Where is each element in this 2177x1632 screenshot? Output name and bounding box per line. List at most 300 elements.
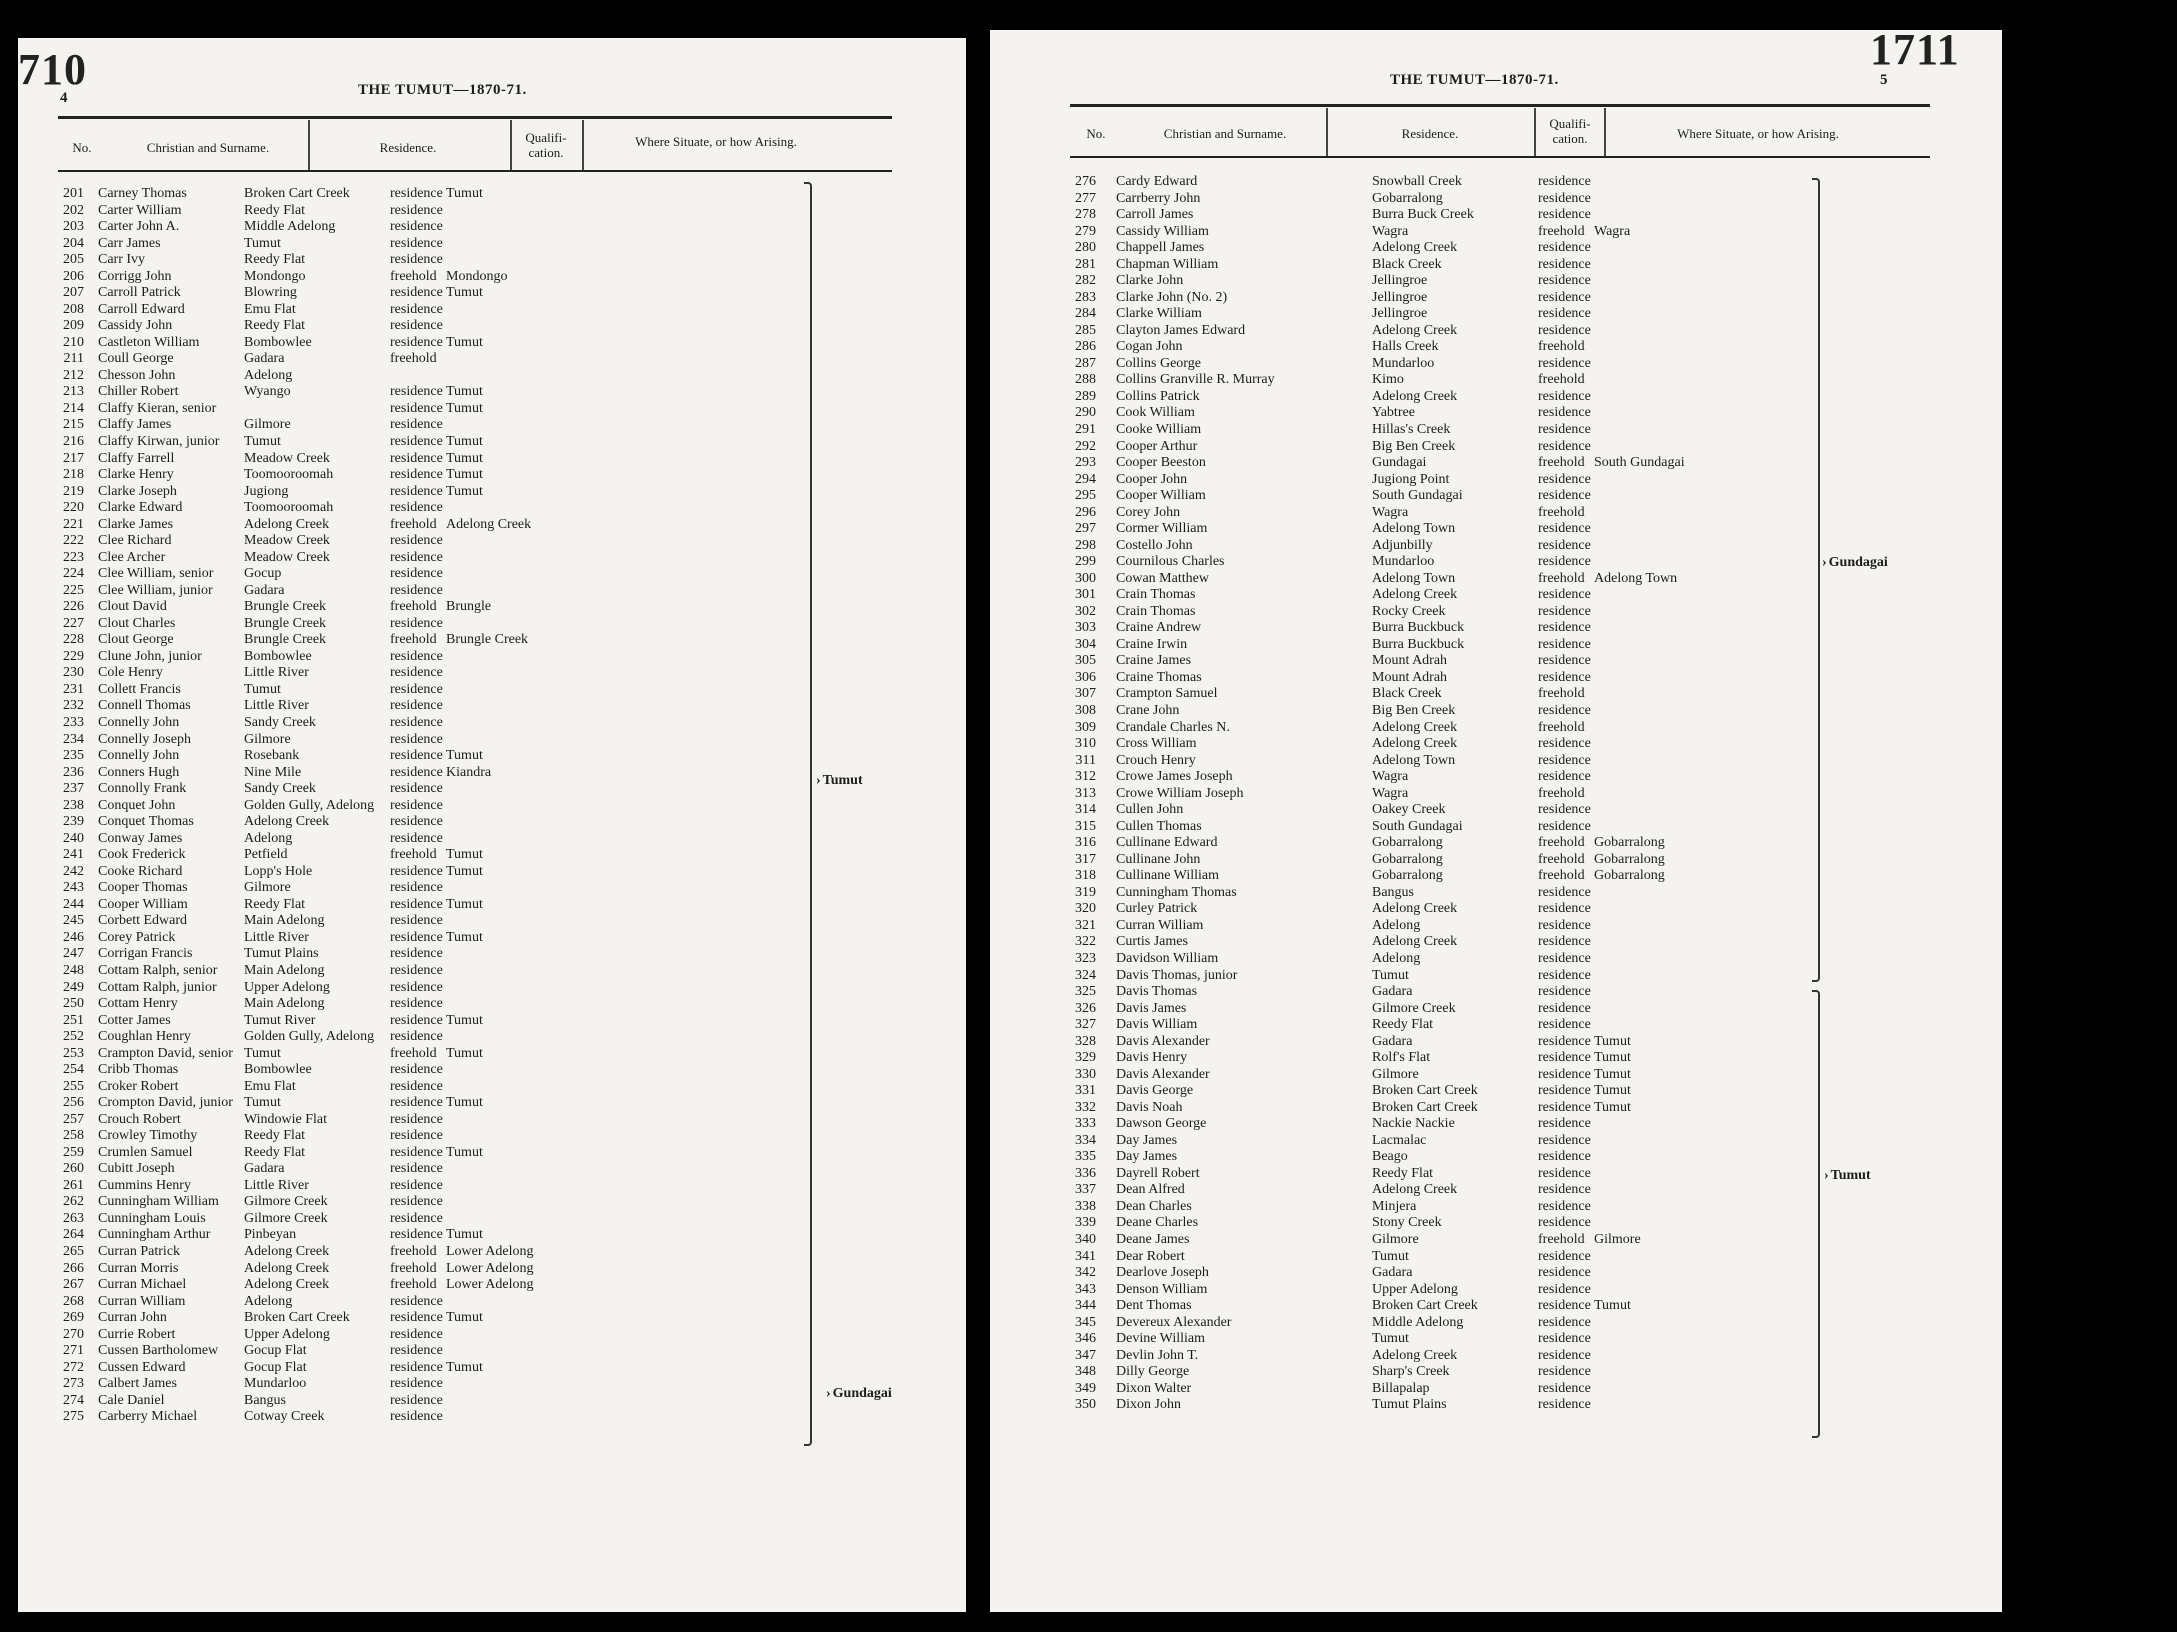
entry-residence: Jellingroe (1372, 289, 1428, 305)
table-row (1060, 951, 1960, 968)
table-row (48, 880, 928, 897)
entry-name: Davis James (1116, 1000, 1187, 1016)
entry-name: Cassidy William (1116, 223, 1209, 239)
entry-number: 226 (63, 599, 84, 615)
table-row (48, 732, 928, 749)
entry-number: 201 (63, 186, 84, 201)
entry-number: 337 (1075, 1182, 1096, 1198)
table-row (48, 401, 928, 418)
entry-name: Cale Daniel (98, 1392, 165, 1408)
entry-number: 214 (63, 400, 84, 416)
entry-name: Currie Robert (98, 1326, 176, 1342)
bracket (804, 182, 812, 1446)
table-row (1060, 1315, 1960, 1332)
table-row (48, 368, 928, 385)
entry-residence: Tumut (244, 1045, 281, 1061)
table-row (1060, 1331, 1960, 1348)
entry-qualification: freehold (390, 1277, 437, 1293)
entry-where: Tumut (446, 433, 483, 449)
table-row (1060, 372, 1960, 389)
table-row (48, 335, 928, 352)
entry-name: Cook William (1116, 405, 1195, 421)
table-row (1060, 1364, 1960, 1381)
table-row (1060, 1232, 1960, 1249)
table-row (48, 533, 928, 550)
entry-residence: Bombowlee (244, 1062, 312, 1078)
table-row (48, 203, 928, 220)
entry-name: Davis William (1116, 1017, 1198, 1033)
table-row (1060, 868, 1960, 885)
entry-qualification: residence (390, 1310, 443, 1326)
entry-qualification: residence (390, 334, 443, 350)
entry-qualification: residence (1538, 703, 1591, 718)
entry-residence: Wagra (1372, 223, 1409, 239)
table-row (1060, 389, 1960, 406)
entry-where: Tumut (446, 748, 483, 764)
entry-number: 265 (63, 1244, 84, 1259)
table-row (1060, 753, 1960, 770)
entry-name: Craine Andrew (1116, 620, 1202, 636)
entry-name: Cullen John (1116, 802, 1184, 818)
entry-number: 245 (63, 913, 84, 929)
entry-number: 301 (1075, 587, 1096, 603)
entry-qualification: residence (1538, 554, 1591, 570)
left-page (18, 38, 966, 1612)
entry-number: 235 (63, 748, 84, 764)
entry-name: Cormer William (1116, 521, 1208, 537)
entry-number: 299 (1075, 554, 1096, 570)
entry-number: 270 (63, 1326, 84, 1342)
table-row (1060, 455, 1960, 472)
entry-number: 288 (1075, 372, 1096, 388)
table-row (1060, 703, 1960, 720)
entry-residence: Main Adelong (244, 996, 325, 1012)
table-row (48, 781, 928, 798)
entry-name: Crandale Charles N. (1116, 719, 1230, 735)
entry-name: Clout David (98, 599, 167, 615)
entry-number: 249 (63, 979, 84, 995)
table-row (48, 748, 928, 765)
entry-qualification: residence (390, 698, 443, 714)
entry-name: Crowe William Joseph (1116, 785, 1244, 801)
entry-qualification: freehold (1538, 686, 1585, 702)
entry-number: 267 (63, 1277, 84, 1293)
table-row (48, 897, 928, 914)
entry-number: 212 (63, 367, 84, 383)
entry-qualification: freehold (390, 847, 437, 863)
table-row (48, 269, 928, 286)
entry-residence: Meadow Creek (244, 549, 330, 565)
entry-residence: Reedy Flat (244, 318, 306, 334)
table-row (48, 963, 928, 980)
entry-residence: Tumut (1372, 1248, 1409, 1264)
entry-qualification: residence (1538, 1132, 1591, 1148)
entry-residence: Mundarloo (244, 1376, 307, 1392)
table-row (1060, 257, 1960, 274)
entry-where: Lower Adelong (446, 1260, 534, 1276)
entry-number: 287 (1075, 355, 1096, 371)
entry-qualification: freehold (390, 268, 437, 284)
entry-number: 303 (1075, 620, 1096, 636)
entry-residence: Hillas's Creek (1372, 421, 1451, 437)
entry-number: 254 (63, 1062, 84, 1078)
entry-where: Tumut (446, 450, 483, 466)
entry-qualification: residence (390, 731, 443, 747)
entry-qualification: residence (1538, 1083, 1591, 1099)
page-title: THE TUMUT—1870-71. (358, 82, 527, 98)
entry-where: Tumut (446, 1095, 483, 1111)
entry-qualification: residence (1538, 1298, 1591, 1314)
entry-qualification: residence (1538, 818, 1591, 834)
entry-qualification: residence (1538, 306, 1591, 322)
table-row (1060, 306, 1960, 323)
entry-qualification: residence (1538, 587, 1591, 603)
entry-name: Cullen Thomas (1116, 818, 1202, 834)
entry-qualification: residence (1538, 355, 1591, 371)
table-row (48, 1310, 928, 1327)
entry-qualification: residence (390, 384, 443, 400)
entry-name: Clout Charles (98, 615, 176, 631)
entry-qualification: residence (390, 219, 443, 235)
entry-qualification: freehold (1538, 835, 1585, 851)
entry-qualification: residence (390, 665, 443, 681)
entry-qualification: residence (1538, 1248, 1591, 1264)
entry-where: Tumut (1594, 1033, 1631, 1049)
entry-residence: Emu Flat (244, 1078, 296, 1094)
entry-number: 216 (63, 433, 84, 449)
table-row (1060, 273, 1960, 290)
entry-qualification: residence (390, 400, 443, 416)
entry-number: 311 (1075, 752, 1096, 768)
entry-number: 332 (1075, 1099, 1096, 1115)
column-divider (1604, 108, 1606, 156)
entry-residence: Tumut Plains (1372, 1397, 1447, 1413)
table-row (48, 632, 928, 649)
entry-number: 248 (63, 962, 84, 978)
entry-name: Cogan John (1116, 339, 1183, 355)
entry-residence: Adelong Creek (1372, 901, 1458, 917)
entry-number: 334 (1075, 1132, 1096, 1148)
table-row (1060, 769, 1960, 786)
entry-name: Chapman William (1116, 256, 1219, 272)
entry-name: Crumlen Samuel (98, 1144, 193, 1160)
entry-residence: Main Adelong (244, 962, 325, 978)
entry-where: Gilmore (1594, 1232, 1641, 1247)
entry-number: 279 (1075, 223, 1096, 239)
entry-number: 250 (63, 996, 84, 1012)
entry-qualification: freehold (1538, 504, 1585, 520)
entry-name: Cooper Beeston (1116, 455, 1206, 471)
entry-number: 336 (1075, 1165, 1096, 1181)
entry-qualification: residence (390, 764, 443, 780)
entry-residence: Broken Cart Creek (244, 186, 350, 201)
entry-qualification: residence (1538, 1331, 1591, 1347)
entry-where: Tumut (446, 1310, 483, 1326)
table-row (1060, 1381, 1960, 1398)
entry-name: Clee Richard (98, 533, 172, 549)
entry-residence: Windowie Flat (244, 1111, 328, 1127)
entry-residence: Tumut (244, 433, 281, 449)
entry-residence: Jugiong Point (1372, 471, 1450, 487)
table-row (1060, 1133, 1960, 1150)
entry-where: Tumut (446, 896, 483, 912)
entry-number: 298 (1075, 537, 1096, 553)
entry-number: 325 (1075, 984, 1096, 1000)
entry-qualification: freehold (390, 599, 437, 615)
page-number: 4 (60, 90, 68, 106)
entry-name: Claffy Kirwan, junior (98, 433, 220, 449)
entry-qualification: residence (1538, 950, 1591, 966)
table-row (48, 384, 928, 401)
entry-qualification: residence (390, 830, 443, 846)
entry-number: 333 (1075, 1116, 1096, 1132)
entry-residence: Adelong Creek (244, 1244, 330, 1259)
table-row (1060, 786, 1960, 803)
entry-number: 255 (63, 1078, 84, 1094)
table-row (48, 566, 928, 583)
entry-name: Curran Morris (98, 1260, 179, 1276)
entry-number: 242 (63, 863, 84, 879)
entry-name: Cullinane Edward (1116, 835, 1218, 851)
entry-name: Crampton Samuel (1116, 686, 1218, 702)
entry-residence: Reedy Flat (1372, 1017, 1434, 1033)
entry-name: Deane James (1116, 1232, 1190, 1247)
entry-number: 274 (63, 1392, 84, 1408)
entry-name: Carr Ivy (98, 252, 146, 268)
table-row (1060, 1083, 1960, 1100)
entry-residence: Toomooroomah (244, 500, 334, 516)
entry-number: 238 (63, 797, 84, 813)
entry-residence: South Gundagai (1372, 818, 1463, 834)
table-row (48, 616, 928, 633)
table-row (1060, 736, 1960, 753)
table-row (1060, 720, 1960, 737)
right-page (990, 30, 2002, 1612)
entry-name: Calbert James (98, 1376, 177, 1392)
entry-residence: Gadara (244, 1161, 285, 1177)
entry-residence: Gilmore (244, 417, 291, 433)
entry-number: 326 (1075, 1000, 1096, 1016)
table-row (1060, 604, 1960, 621)
entry-residence: Gilmore (1372, 1066, 1419, 1082)
entry-qualification: residence (390, 946, 443, 962)
entry-name: Curley Patrick (1116, 901, 1198, 917)
entry-where: Mondongo (446, 268, 508, 284)
entry-name: Curran William (1116, 917, 1204, 933)
entry-qualification: residence (1538, 1017, 1591, 1033)
entry-residence: Beago (1372, 1149, 1408, 1165)
entry-residence: Adjunbilly (1372, 537, 1433, 553)
entry-number: 324 (1075, 967, 1096, 983)
entry-number: 258 (63, 1128, 84, 1144)
table-row (48, 798, 928, 815)
entry-name: Davis Alexander (1116, 1066, 1210, 1082)
table-row (48, 434, 928, 451)
entry-number: 247 (63, 946, 84, 962)
entry-number: 349 (1075, 1380, 1096, 1396)
entry-name: Cooper Thomas (98, 880, 188, 896)
entry-qualification: residence (1538, 1380, 1591, 1396)
entry-qualification: residence (1538, 1099, 1591, 1115)
entry-number: 228 (63, 632, 84, 648)
entry-residence: Broken Cart Creek (244, 1310, 350, 1326)
table-row (1060, 207, 1960, 224)
entry-name: Cotter James (98, 1012, 171, 1028)
entry-qualification: residence (390, 814, 443, 830)
entry-residence: Gadara (1372, 984, 1413, 1000)
entry-residence: Gilmore (244, 880, 291, 896)
entry-number: 285 (1075, 322, 1096, 338)
entry-residence: Tumut (244, 235, 281, 251)
entry-qualification: freehold (390, 351, 437, 367)
entry-qualification: freehold (1538, 1232, 1585, 1247)
entry-qualification: freehold (390, 1260, 437, 1276)
entry-number: 344 (1075, 1298, 1096, 1314)
table-row (1060, 224, 1960, 241)
table-row (48, 1112, 928, 1129)
entry-number: 340 (1075, 1232, 1096, 1247)
header-qualification: Qualifi-cation. (525, 130, 567, 160)
entry-residence: Adelong Creek (1372, 322, 1458, 338)
entry-name: Clarke William (1116, 306, 1202, 322)
entry-number: 222 (63, 533, 84, 549)
table-row (1060, 323, 1960, 340)
entry-qualification: residence (1538, 488, 1591, 504)
entry-where: Tumut (446, 863, 483, 879)
entry-where: Tumut (446, 483, 483, 499)
entry-name: Davis Alexander (1116, 1033, 1210, 1049)
table-row (48, 698, 928, 715)
entry-residence: Tumut (244, 681, 281, 697)
entry-number: 310 (1075, 736, 1096, 752)
entry-number: 307 (1075, 686, 1096, 702)
table-row (48, 583, 928, 600)
entry-name: Deane Charles (1116, 1215, 1199, 1231)
entry-qualification: residence (1538, 736, 1591, 752)
entry-residence: Middle Adelong (244, 219, 336, 235)
entry-number: 273 (63, 1376, 84, 1392)
entry-name: Crowley Timothy (98, 1128, 198, 1144)
entry-name: Day James (1116, 1132, 1178, 1148)
entry-residence: Minjera (1372, 1198, 1417, 1214)
entry-name: Cooper John (1116, 471, 1188, 487)
entry-number: 329 (1075, 1050, 1096, 1066)
entry-residence: Wagra (1372, 504, 1409, 520)
entry-where: Tumut (446, 847, 483, 863)
entry-number: 312 (1075, 769, 1096, 785)
entry-where: Tumut (1594, 1066, 1631, 1082)
entry-where: Tumut (446, 285, 483, 301)
entry-qualification: residence (390, 285, 443, 301)
entry-qualification: residence (1538, 636, 1591, 652)
entry-residence: Tumut (244, 1095, 281, 1111)
entry-residence: Mundarloo (1372, 355, 1435, 371)
entry-qualification: residence (1538, 537, 1591, 553)
entry-number: 323 (1075, 950, 1096, 966)
entry-qualification: residence (390, 648, 443, 664)
table-row (48, 1376, 928, 1393)
entry-qualification: residence (390, 681, 443, 697)
table-row (48, 219, 928, 236)
table-row (1060, 1249, 1960, 1266)
entry-residence: Adelong Creek (1372, 719, 1458, 735)
bracket (1812, 178, 1820, 982)
entry-qualification: residence (390, 533, 443, 549)
table-row (1060, 1182, 1960, 1199)
entry-number: 315 (1075, 818, 1096, 834)
entry-name: Conners Hugh (98, 764, 180, 780)
table-row (48, 1393, 928, 1410)
entry-number: 347 (1075, 1347, 1096, 1363)
entry-qualification: freehold (1538, 570, 1585, 586)
entry-qualification: residence (390, 1210, 443, 1226)
entry-residence: Sandy Creek (244, 715, 316, 730)
header-top-rule (1070, 104, 1930, 107)
entry-name: Cooke Richard (98, 863, 183, 879)
entry-residence: Nackie Nackie (1372, 1116, 1455, 1132)
entry-name: Conquet Thomas (98, 814, 194, 830)
table-row (1060, 802, 1960, 819)
bracket (1812, 990, 1820, 1438)
district-label: › Gundagai (826, 1386, 892, 1402)
entry-name: Clarke John (No. 2) (1116, 289, 1228, 305)
entry-residence: Adelong Creek (1372, 1347, 1458, 1363)
entry-qualification: residence (390, 979, 443, 995)
entry-number: 217 (63, 450, 84, 466)
entry-residence: Mount Adrah (1372, 653, 1448, 669)
entry-name: Connelly John (98, 715, 180, 730)
entry-qualification: freehold (1538, 868, 1585, 884)
entry-residence: Black Creek (1372, 686, 1442, 702)
entry-name: Carr James (98, 235, 161, 251)
entry-qualification: residence (1538, 174, 1591, 189)
table-row (1060, 968, 1960, 985)
table-row (1060, 885, 1960, 902)
entry-name: Connelly John (98, 748, 180, 764)
entry-qualification: residence (1538, 1314, 1591, 1330)
page-stamp: 710 (18, 45, 87, 94)
entry-number: 237 (63, 781, 84, 797)
entry-name: Curtis James (1116, 934, 1188, 950)
table-row (48, 1194, 928, 1211)
entry-qualification: residence (390, 500, 443, 516)
table-row (48, 1327, 928, 1344)
table-row (48, 1062, 928, 1079)
table-row (48, 946, 928, 963)
entry-number: 327 (1075, 1017, 1096, 1033)
table-row (1060, 191, 1960, 208)
entry-number: 277 (1075, 190, 1096, 206)
table-row (1060, 422, 1960, 439)
entry-number: 236 (63, 764, 84, 780)
entry-number: 253 (63, 1045, 84, 1061)
entry-qualification: residence (390, 896, 443, 912)
entry-name: Cardy Edward (1116, 174, 1198, 189)
table-row (48, 715, 928, 732)
entry-number: 231 (63, 681, 84, 697)
entry-qualification: residence (390, 235, 443, 251)
column-divider (1326, 108, 1328, 156)
entry-residence: Gadara (1372, 1265, 1413, 1281)
table-row (48, 1343, 928, 1360)
entry-qualification: residence (1538, 1050, 1591, 1066)
entry-residence: Jellingroe (1372, 273, 1428, 289)
table-row (1060, 984, 1960, 1001)
entry-residence: Sandy Creek (244, 781, 316, 797)
table-row (48, 1046, 928, 1063)
table-row (48, 285, 928, 302)
entry-name: Collins Granville R. Murray (1116, 372, 1275, 388)
